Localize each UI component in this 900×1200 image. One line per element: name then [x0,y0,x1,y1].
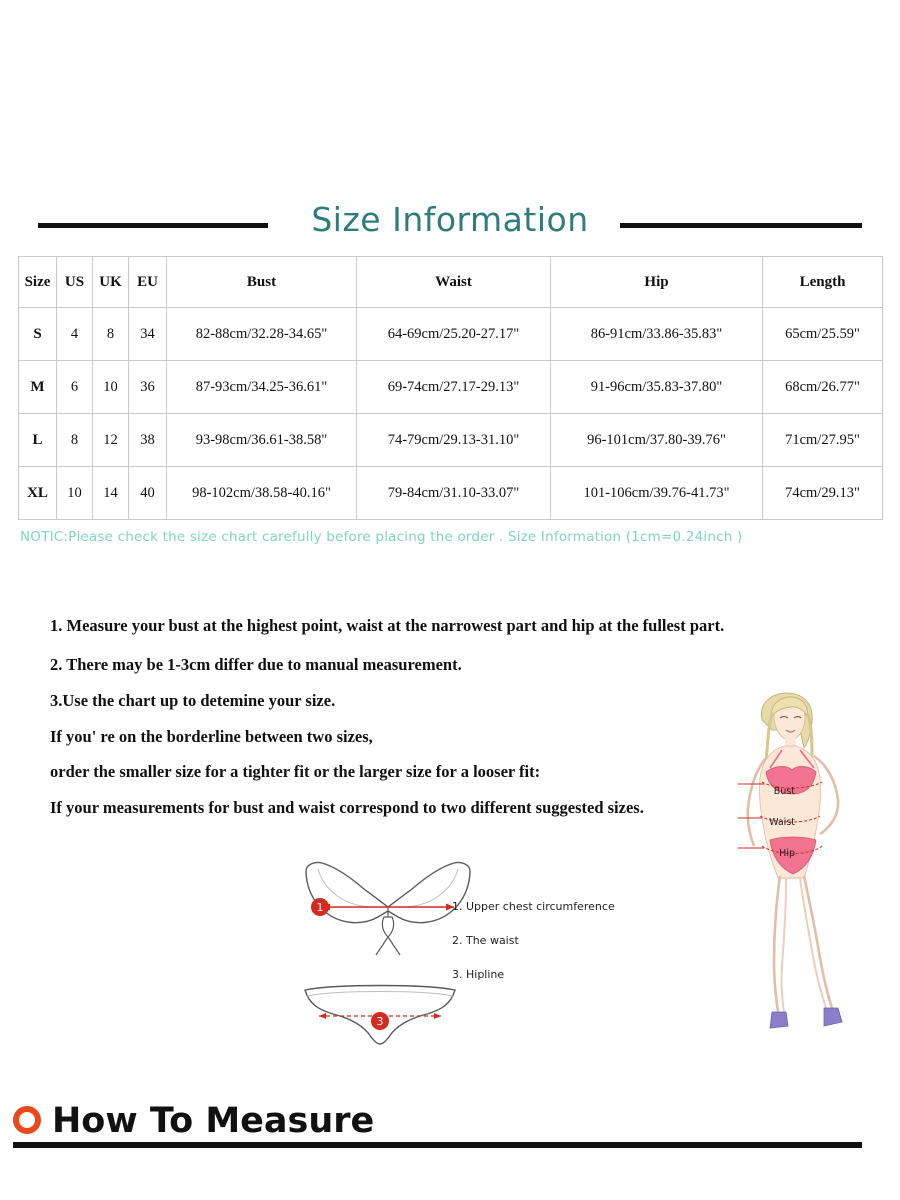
instruction-line-1: 1. Measure your bust at the highest point, waist at the narrowest part and hip at the fullest part. [50,616,725,635]
cell-bust: 93-98cm/36.61-38.58" [167,414,357,467]
cell-hip: 101-106cm/39.76-41.73" [551,467,763,520]
cell-eu: 34 [129,308,167,361]
instruction-line-3: 3.Use the chart up to detemine your size. [50,691,336,710]
cell-bust: 82-88cm/32.28-34.65" [167,308,357,361]
cell-length: 68cm/26.77" [763,361,883,414]
cell-length: 71cm/27.95" [763,414,883,467]
cell-uk: 10 [93,361,129,414]
column-header-uk: UK [93,257,129,308]
legend-item-3: 3. Hipline [452,968,505,981]
cell-uk: 12 [93,414,129,467]
table-row [19,361,883,414]
cell-eu: 38 [129,414,167,467]
diagram-legend [452,900,642,1002]
model-label-bust: Bust [773,786,795,797]
cell-us: 10 [57,467,93,520]
legend-item-2: 2. The waist [452,934,519,947]
column-header-bust: Bust [167,257,357,308]
table-row [19,467,883,520]
page-title: Size Information [311,200,589,239]
cell-waist: 74-79cm/29.13-31.10" [357,414,551,467]
size-information-header [0,200,900,252]
cell-waist: 69-74cm/27.17-29.13" [357,361,551,414]
svg-text:1: 1 [316,901,324,914]
cell-uk: 14 [93,467,129,520]
table-row [19,414,883,467]
model-measurement-labels [735,786,795,879]
cell-us: 4 [57,308,93,361]
cell-bust: 87-93cm/34.25-36.61" [167,361,357,414]
size-chart-notice: NOTIC:Please check the size chart carefully before placing the order . Size Information (1cm=0.24inch ) [20,529,743,545]
measure-instructions [50,618,810,816]
instruction-line-4: If you' re on the borderline between two sizes, [50,726,373,746]
column-header-us: US [57,257,93,308]
instruction-line-5: order the smaller size for a tighter fit or the larger size for a looser fit: [50,762,541,781]
table-header-row [19,257,883,308]
table-row [19,308,883,361]
column-header-waist: Waist [357,257,551,308]
cell-length: 65cm/25.59" [763,308,883,361]
cell-eu: 40 [129,467,167,520]
column-header-hip: Hip [551,257,763,308]
circle-bullet-icon [13,1106,41,1134]
cell-eu: 36 [129,361,167,414]
column-header-length: Length [763,257,883,308]
cell-us: 8 [57,414,93,467]
legend-item-1: 1. Upper chest circumference [452,900,615,913]
cell-waist: 64-69cm/25.20-27.17" [357,308,551,361]
cell-size: S [19,308,57,361]
instruction-line-6: If your measurements for bust and waist correspond to two different suggested sizes. [50,797,644,817]
cell-us: 6 [57,361,93,414]
how-to-measure-rule [13,1142,862,1148]
cell-bust: 98-102cm/38.58-40.16" [167,467,357,520]
how-to-measure-title: How To Measure [52,1101,375,1141]
cell-size: XL [19,467,57,520]
cell-size: L [19,414,57,467]
cell-length: 74cm/29.13" [763,467,883,520]
model-label-waist: Waist [769,817,795,828]
brief-diagram-icon [295,980,465,1055]
instruction-line-2: 2. There may be 1-3cm differ due to manual measurement. [50,654,462,674]
svg-text:3: 3 [376,1015,384,1028]
cell-hip: 86-91cm/33.86-35.83" [551,308,763,361]
column-header-size: Size [19,257,57,308]
cell-uk: 8 [93,308,129,361]
cell-hip: 96-101cm/37.80-39.76" [551,414,763,467]
size-table [18,256,883,520]
cell-size: M [19,361,57,414]
cell-waist: 79-84cm/31.10-33.07" [357,467,551,520]
column-header-eu: EU [129,257,167,308]
model-label-hip: Hip [779,848,795,859]
cell-hip: 91-96cm/35.83-37.80" [551,361,763,414]
